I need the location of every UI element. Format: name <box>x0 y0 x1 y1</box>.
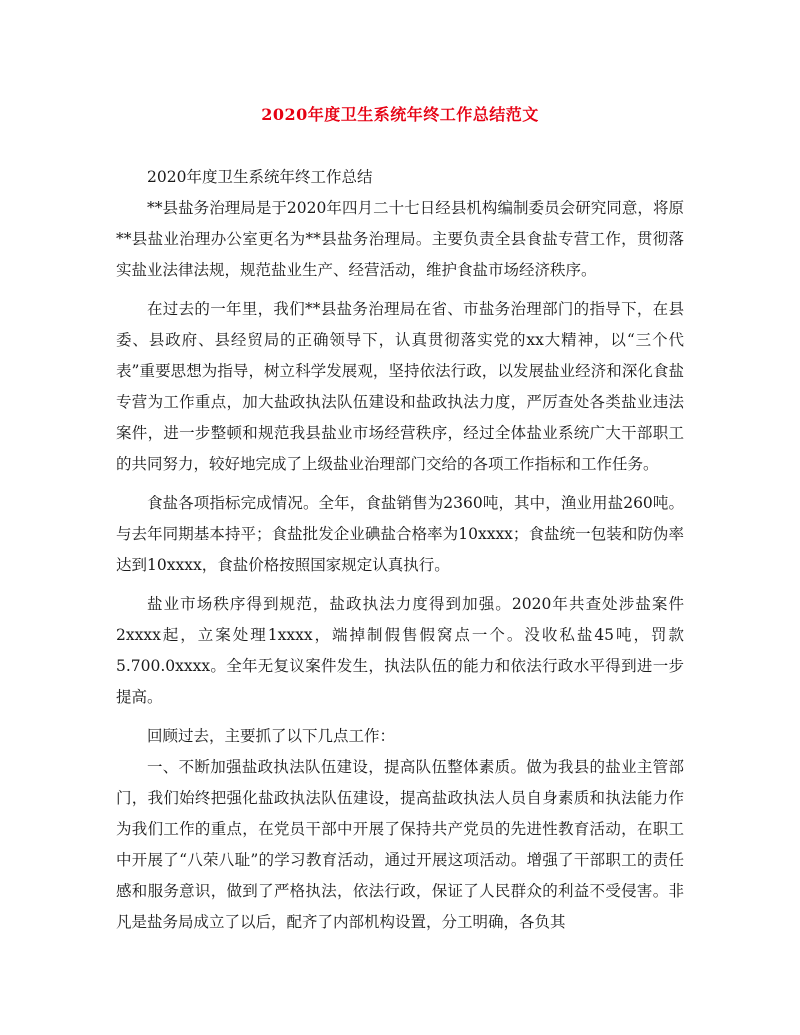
document-title: 2020年度卫生系统年终工作总结范文 <box>261 105 539 124</box>
paragraph: 食盐各项指标完成情况。全年，食盐销售为2360吨，其中，渔业用盐260吨。与去年同期基本持平；食盐批发企业碘盐合格率为10xxxx；食盐统一包装和防伪率达到10xxxx，食盐价格按照国家规定认真执行。 <box>116 494 684 574</box>
paragraph: **县盐务治理局是于2020年四月二十七日经县机构编制委员会研究同意，将原**县盐业治理办公室更名为**县盐务治理局。主要负责全县食盐专营工作，贯彻落实盐业法律法规，规范盐业生产、经营活动，维护食盐市场经济秩序。 <box>116 199 684 279</box>
paragraph: 回顾过去，主要抓了以下几点工作： <box>147 727 396 745</box>
paragraph-heading: 2020年度卫生系统年终工作总结 <box>147 168 373 186</box>
document-body <box>116 162 684 938</box>
paragraph: 盐业市场秩序得到规范，盐政执法力度得到加强。2020年共查处涉盐案件2xxxx起，立案处理1xxxx，端掉制假售假窝点一个。没收私盐45吨，罚款5.700.0xxxx。全年无复议案件发生，执法队伍的能力和依法行政水平得到进一步提高。 <box>116 595 684 706</box>
paragraph: 一、不断加强盐政执法队伍建设，提高队伍整体素质。做为我县的盐业主管部门，我们始终把强化盐政执法队伍建设，提高盐政执法人员自身素质和执法能力作为我们工作的重点，在党员干部中开展了保持共产党员的先进性教育活动，在职工中开展了“八荣八耻”的学习教育活动，通过开展这项活动。增强了干部职工的责任感和服务意识，做到了严格执法，依法行政，保证了人民群众的利益不受侵害。非凡是盐务局成立了以后，配齐了内部机构设置，分工明确，各负其 <box>116 758 684 931</box>
paragraph: 在过去的一年里，我们**县盐务治理局在省、市盐务治理部门的指导下，在县委、县政府、县经贸局的正确领导下，认真贯彻落实党的xx大精神，以“三个代表”重要思想为指导，树立科学发展观，坚持依法行政，以发展盐业经济和深化食盐专营为工作重点，加大盐政执法队伍建设和盐政执法力度，严厉查处各类盐业违法案件，进一步整顿和规范我县盐业市场经营秩序，经过全体盐业系统广大干部职工的共同努力，较好地完成了上级盐业治理部门交给的各项工作指标和工作任务。 <box>116 300 684 473</box>
